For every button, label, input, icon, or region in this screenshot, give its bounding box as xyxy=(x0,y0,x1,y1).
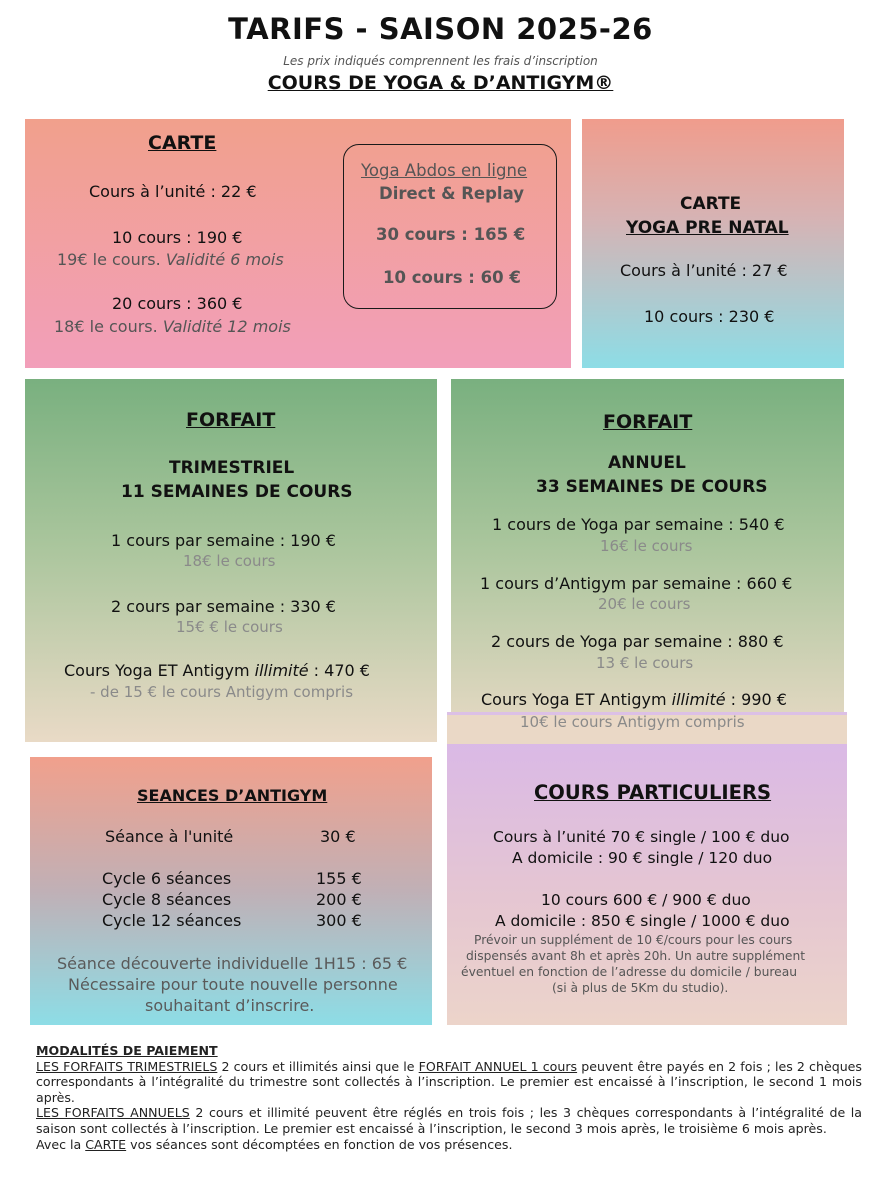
particuliers-line-1: Cours à l’unité 70 € single / 100 € duo xyxy=(493,828,790,846)
trimestriel-sub2: 11 SEMAINES DE COURS xyxy=(121,482,353,502)
payment-paragraph-1: LES FORFAITS TRIMESTRIELS 2 cours et illimités ainsi que le FORFAIT ANNUEL 1 cours peuvent être payés en 2 fois ; les 2 chèques correspondants à l’intégralité du trimestre sont collectés à l’inscription. Le premier est encaissé à l’inscription, le second 1 mois après. xyxy=(36,1058,862,1105)
page-subtitle: Les prix indiqués comprennent les frais d’inscription xyxy=(283,54,598,68)
seances-row-3-price: 200 € xyxy=(316,890,362,909)
abdos-pack10: 10 cours : 60 € xyxy=(383,268,521,287)
annuel-panel xyxy=(451,379,844,742)
prenatal-title-1: CARTE xyxy=(680,194,742,214)
abdos-pack30: 30 cours : 165 € xyxy=(376,225,526,244)
annuel-item-1: 1 cours de Yoga par semaine : 540 € xyxy=(492,515,785,534)
abdos-title: Yoga Abdos en ligne xyxy=(361,161,528,180)
trimestriel-item-2-detail: 15€ € le cours xyxy=(176,618,283,636)
annuel-sub1: ANNUEL xyxy=(608,453,686,473)
carte-unit: Cours à l’unité : 22 € xyxy=(89,182,257,201)
payment-terms xyxy=(36,1043,862,1152)
trimestriel-sub1: TRIMESTRIEL xyxy=(169,458,295,478)
carte-title: CARTE xyxy=(148,132,217,154)
trimestriel-item-1-detail: 18€ le cours xyxy=(183,552,276,570)
payment-paragraph-3: Avec la CARTE vos séances sont décomptées en fonction de vos présences. xyxy=(36,1136,513,1152)
seances-row-1-label: Séance à l'unité xyxy=(105,827,234,846)
seances-title: SEANCES D’ANTIGYM xyxy=(137,786,328,805)
prenatal-title-2: YOGA PRE NATAL xyxy=(626,218,789,238)
annuel-title: FORFAIT xyxy=(603,411,693,433)
section-heading: COURS DE YOGA & D’ANTIGYM® xyxy=(267,72,614,94)
carte-pack10: 10 cours : 190 € xyxy=(112,228,243,247)
annuel-item-3: 2 cours de Yoga par semaine : 880 € xyxy=(491,632,784,651)
particuliers-note-4: (si à plus de 5Km du studio). xyxy=(552,981,729,995)
carte-pack20: 20 cours : 360 € xyxy=(112,294,243,313)
prenatal-unit: Cours à l’unité : 27 € xyxy=(620,261,788,280)
trimestriel-title: FORFAIT xyxy=(186,409,276,431)
particuliers-note-1: Prévoir un supplément de 10 €/cours pour les cours xyxy=(474,933,793,947)
seances-decouverte-3: souhaitant d’inscrire. xyxy=(145,996,315,1015)
trimestriel-illimite: Cours Yoga ET Antigym illimité : 470 € xyxy=(64,661,370,680)
seances-row-4-price: 300 € xyxy=(316,911,362,930)
prenatal-pack10: 10 cours : 230 € xyxy=(644,307,775,326)
particuliers-line-3: 10 cours 600 € / 900 € duo xyxy=(541,891,751,909)
annuel-item-2: 1 cours d’Antigym par semaine : 660 € xyxy=(480,574,793,593)
seances-row-1-price: 30 € xyxy=(320,827,356,846)
annuel-illimite-detail: 10€ le cours Antigym compris xyxy=(520,713,745,731)
particuliers-note-2: dispensés avant 8h et après 20h. Un autre supplément xyxy=(466,949,806,963)
seances-row-2-price: 155 € xyxy=(316,869,362,888)
seances-row-2-label: Cycle 6 séances xyxy=(102,869,232,888)
annuel-sub2: 33 SEMAINES DE COURS xyxy=(536,477,768,497)
trimestriel-illimite-detail: - de 15 € le cours Antigym compris xyxy=(90,683,354,701)
particuliers-note-3: éventuel en fonction de l’adresse du domicile / bureau xyxy=(461,965,798,979)
particuliers-line-4: A domicile : 850 € single / 1000 € duo xyxy=(495,912,790,930)
seances-row-4-label: Cycle 12 séances xyxy=(102,911,242,930)
prenatal-panel xyxy=(582,119,844,368)
particuliers-line-2: A domicile : 90 € single / 120 duo xyxy=(512,849,773,867)
trimestriel-item-1: 1 cours par semaine : 190 € xyxy=(111,531,336,550)
carte-pack10-detail: 19€ le cours. Validité 6 mois xyxy=(57,250,284,269)
abdos-subtitle: Direct & Replay xyxy=(379,184,524,203)
page-title: TARIFS - SAISON 2025-26 xyxy=(228,12,653,46)
carte-pack20-detail: 18€ le cours. Validité 12 mois xyxy=(54,317,291,336)
seances-decouverte-2: Nécessaire pour toute nouvelle personne xyxy=(68,975,398,994)
particuliers-title: COURS PARTICULIERS xyxy=(534,781,772,804)
payment-paragraph-2: LES FORFAITS ANNUELS 2 cours et illimité peuvent être réglés en trois fois ; les 3 chèques correspondants à l’intégralité de la saison sont collectés à l’inscription. Le premier est encaissé à l’inscription, le second 3 mois après, le troisième 6 mois après. xyxy=(36,1105,862,1136)
payment-title: MODALITÉS DE PAIEMENT xyxy=(36,1043,218,1058)
annuel-item-1-detail: 16€ le cours xyxy=(600,537,693,555)
seances-row-3-label: Cycle 8 séances xyxy=(102,890,232,909)
annuel-illimite: Cours Yoga ET Antigym illimité : 990 € xyxy=(481,690,787,709)
seances-decouverte-1: Séance découverte individuelle 1H15 : 65 € xyxy=(57,954,408,973)
trimestriel-item-2: 2 cours par semaine : 330 € xyxy=(111,597,336,616)
annuel-item-3-detail: 13 € le cours xyxy=(596,654,694,672)
annuel-item-2-detail: 20€ le cours xyxy=(598,595,691,613)
